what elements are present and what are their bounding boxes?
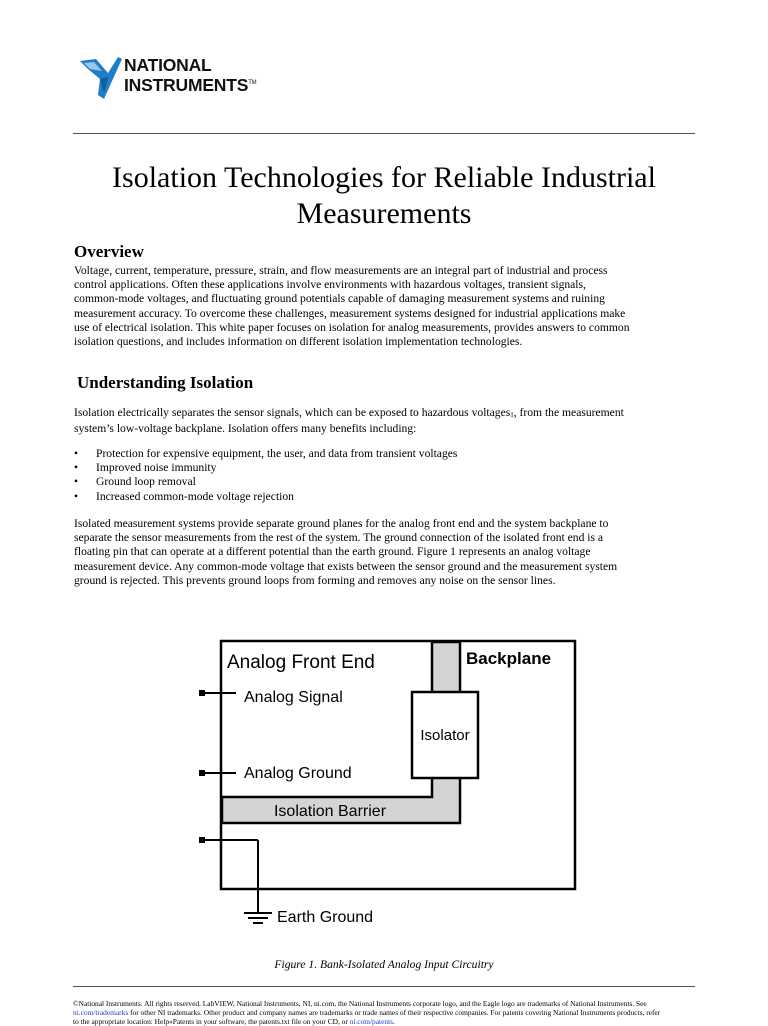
- paragraph-line: ground is rejected. This prevents ground loops from forming and removes any noise on the sensor lines.: [74, 573, 556, 587]
- overview-line: common-mode voltages, and fluctuating ground potentials capable of damaging measurement systems and ruining: [74, 292, 605, 306]
- analog-signal-label: Analog Signal: [244, 689, 343, 706]
- legal-footer: [73, 999, 713, 1026]
- header-divider: [73, 133, 695, 134]
- overview-line: Voltage, current, temperature, pressure, strain, and flow measurements are an integral part of industrial and process: [74, 264, 608, 277]
- benefits-list: [74, 447, 457, 504]
- analog-signal-pin: [199, 690, 205, 696]
- patents-link[interactable]: ni.com/patents: [349, 1017, 393, 1026]
- logo-line-instruments: INSTRUMENTS™: [124, 74, 257, 95]
- analog-front-end-label: Analog Front End: [227, 652, 375, 673]
- footer-line: ni.com/trademarks for other NI trademarks. Other product and company names are trademarks or trade names of their respective companies. For patents covering National Instruments products, refer: [73, 1008, 661, 1017]
- overview-line: use of electrical isolation. This white paper focuses on isolation for analog measurements, provides answers to common: [74, 320, 630, 334]
- ni-eagle-icon: [78, 55, 122, 99]
- overview-paragraph: [74, 264, 696, 349]
- isolation-barrier-label: Isolation Barrier: [273, 803, 387, 820]
- paragraph-line: measurement device. Any common-mode voltage that exists between the sensor ground and the measurement system: [74, 559, 618, 573]
- footnote-ref: 1: [510, 411, 514, 419]
- paragraph-line: Isolated measurement systems provide separate ground planes for the analog front end and the system backplane to: [74, 517, 609, 530]
- title-line-1: Isolation Technologies for Reliable Industrial: [112, 161, 656, 194]
- isolator-label: Isolator: [420, 727, 470, 744]
- overview-heading: Overview: [74, 242, 144, 261]
- trademark-mark: TM: [248, 80, 257, 86]
- paragraph-line: Isolation electrically separates the sensor signals, which can be exposed to hazardous voltages1, from the measurement: [74, 406, 624, 419]
- bullet-icon: •: [74, 461, 79, 475]
- footer-line: ©National Instruments. All rights reserved. LabVIEW, National Instruments, NI, ni.com, the National Instruments corporate logo, and the Eagle logo are trademarks of National Instruments. See: [73, 999, 647, 1008]
- earth-ground-label: Earth Ground: [277, 909, 374, 926]
- list-item: • Increased common-mode voltage rejection: [74, 489, 294, 503]
- earth-ground-icon: [244, 913, 272, 923]
- title-line-2: Measurements: [296, 197, 472, 230]
- isolation-intro-paragraph: [74, 406, 696, 436]
- national-instruments-logo: [78, 55, 278, 99]
- earth-ground-pin: [199, 837, 205, 843]
- list-item: • Ground loop removal: [74, 475, 196, 489]
- paragraph-line: floating pin that can operate at a different potential than the earth ground. Figure 1 represents an analog voltage: [74, 545, 591, 559]
- analog-ground-pin: [199, 770, 205, 776]
- overview-line: isolation questions, and includes information on different isolation implementation technologies.: [74, 335, 523, 349]
- list-item: • Protection for expensive equipment, the user, and data from transient voltages: [74, 447, 458, 460]
- paragraph-line: system’s low-voltage backplane. Isolation offers many benefits including:: [74, 422, 417, 436]
- backplane-label: Backplane: [466, 649, 552, 668]
- figure-caption: Figure 1. Bank-Isolated Analog Input Circuitry: [274, 958, 494, 971]
- paragraph-line: separate the sensor measurements from the rest of the system. The ground connection of the isolated front end is a: [74, 531, 604, 545]
- overview-line: measurement accuracy. To overcome these challenges, measurement systems designed for industrial applications make: [74, 306, 626, 320]
- footer-divider: [73, 986, 695, 987]
- overview-line: control applications. Often these applications involve environments with hazardous voltages, transient signals,: [74, 278, 586, 292]
- bullet-icon: •: [74, 489, 79, 503]
- trademarks-link[interactable]: ni.com/trademarks: [73, 1008, 129, 1017]
- isolated-systems-paragraph: [74, 517, 696, 588]
- bullet-icon: •: [74, 447, 79, 460]
- list-item: • Improved noise immunity: [74, 461, 217, 475]
- isolation-circuit-diagram: [190, 630, 590, 930]
- footer-line: to the appropriate location: Help»Patents in your software, the patents.txt file on your CD, or ni.com/patents.: [73, 1017, 395, 1026]
- bullet-icon: •: [74, 475, 79, 489]
- logo-line-national: NATIONAL: [124, 55, 212, 75]
- document-title: [60, 160, 708, 232]
- understanding-isolation-heading: Understanding Isolation: [77, 373, 254, 392]
- analog-ground-label: Analog Ground: [244, 765, 352, 782]
